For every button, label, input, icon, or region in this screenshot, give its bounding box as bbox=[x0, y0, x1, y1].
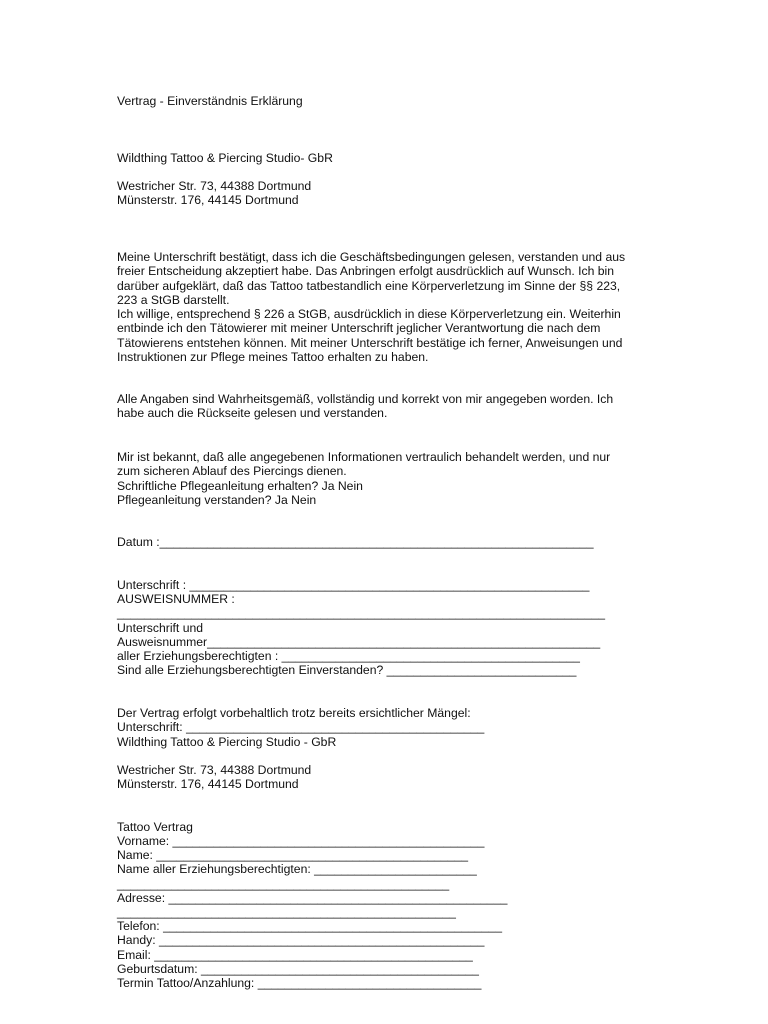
consent-line: freier Entscheidung akzeptiert habe. Das Anbringen erfolgt ausdrücklich auf Wunsch. Ich bin bbox=[117, 264, 615, 279]
consent-line: Tätowierens entstehen können. Mit meiner Unterschrift bestätige ich ferner, Anweisungen und bbox=[117, 335, 623, 350]
id-number-line: ________________________________________________________________________ bbox=[117, 606, 606, 620]
privacy-line: Mir ist bekannt, daß alle angegebenen Informationen vertraulich behandelt werden, und nur bbox=[117, 450, 611, 464]
document-title: Vertrag - Einverständnis Erklärung bbox=[117, 94, 303, 108]
truth-line: habe auch die Rückseite gelesen und verstanden. bbox=[117, 406, 388, 421]
privacy-line: zum sicheren Ablauf des Piercings dienen. bbox=[117, 464, 347, 479]
care-received-question: Schriftliche Pflegeanleitung erhalten? Ja Nein bbox=[117, 478, 363, 493]
studio-address-4: Münsterstr. 176, 44145 Dortmund bbox=[117, 777, 299, 791]
studio-address-3: Westricher Str. 73, 44388 Dortmund bbox=[117, 763, 312, 777]
guardians-consent-field: Sind alle Erziehungsberechtigten Einverstanden? ____________________________ bbox=[117, 663, 577, 677]
last-name-field: Name: ______________________________________________ bbox=[117, 848, 469, 862]
studio-name: Wildthing Tattoo & Piercing Studio- GbR bbox=[117, 151, 333, 165]
guardian-id-field: Ausweisnummer__________________________________________________________ bbox=[117, 635, 601, 649]
address-continuation: __________________________________________________ bbox=[117, 905, 456, 919]
appointment-deposit-field: Termin Tattoo/Anzahlung: _________________________________ bbox=[117, 976, 482, 990]
phone-field: Telefon: __________________________________________________ bbox=[117, 919, 502, 933]
mobile-field: Handy: ________________________________________________ bbox=[117, 933, 485, 947]
id-number-label: AUSWEISNUMMER : bbox=[117, 592, 235, 606]
consent-paragraph bbox=[117, 250, 657, 364]
privacy-paragraph bbox=[117, 450, 657, 507]
truth-paragraph bbox=[117, 392, 657, 421]
tattoo-contract-title: Tattoo Vertrag bbox=[117, 820, 193, 834]
reservation-note: Der Vertrag erfolgt vorbehaltlich trotz bereits ersichtlicher Mängel: bbox=[117, 706, 471, 720]
studio-signature-field: Unterschrift: ____________________________________________ bbox=[117, 720, 485, 734]
guardians-field: aller Erziehungsberechtigten : ____________________________________________ bbox=[117, 649, 580, 663]
consent-line: 223 a StGB darstellt. bbox=[117, 292, 230, 307]
date-field: Datum :________________________________________________________________ bbox=[117, 535, 594, 549]
guardian-signature-label: Unterschrift und bbox=[117, 621, 204, 635]
studio-name-2: Wildthing Tattoo & Piercing Studio - GbR bbox=[117, 735, 337, 749]
address-field: Adresse: __________________________________________________ bbox=[117, 891, 508, 905]
consent-line: Instruktionen zur Pflege meines Tattoo erhalten zu haben. bbox=[117, 350, 429, 365]
signature-field: Unterschrift : ___________________________________________________________ bbox=[117, 578, 590, 592]
guardians-name-continuation: _________________________________________________ bbox=[117, 877, 450, 891]
birthdate-field: Geburtsdatum: _________________________________________ bbox=[117, 962, 479, 976]
care-understood-question: Pflegeanleitung verstanden? Ja Nein bbox=[117, 492, 317, 507]
consent-line: darüber aufgeklärt, daß das Tattoo tatbestandlich eine Körperverletzung im Sinne der §§ 223, bbox=[117, 278, 621, 293]
consent-line: entbinde ich den Tätowierer mit meiner Unterschrift jeglicher Verantwortung die nach dem bbox=[117, 321, 601, 336]
truth-line: Alle Angaben sind Wahrheitsgemäß, vollständig und korrekt von mir angegeben worden. Ich bbox=[117, 392, 614, 406]
studio-address-2: Münsterstr. 176, 44145 Dortmund bbox=[117, 193, 299, 207]
consent-line: Meine Unterschrift bestätigt, dass ich die Geschäftsbedingungen gelesen, verstanden und aus bbox=[117, 250, 626, 264]
first-name-field: Vorname: ______________________________________________ bbox=[117, 834, 485, 848]
guardians-name-field: Name aller Erziehungsberechtigten: ________________________ bbox=[117, 862, 477, 876]
studio-address-1: Westricher Str. 73, 44388 Dortmund bbox=[117, 179, 312, 193]
email-field: Email: _______________________________________________ bbox=[117, 948, 473, 962]
consent-line: Ich willige, entsprechend § 226 a StGB, ausdrücklich in diese Körperverletzung ein. Weiterhin bbox=[117, 307, 621, 322]
